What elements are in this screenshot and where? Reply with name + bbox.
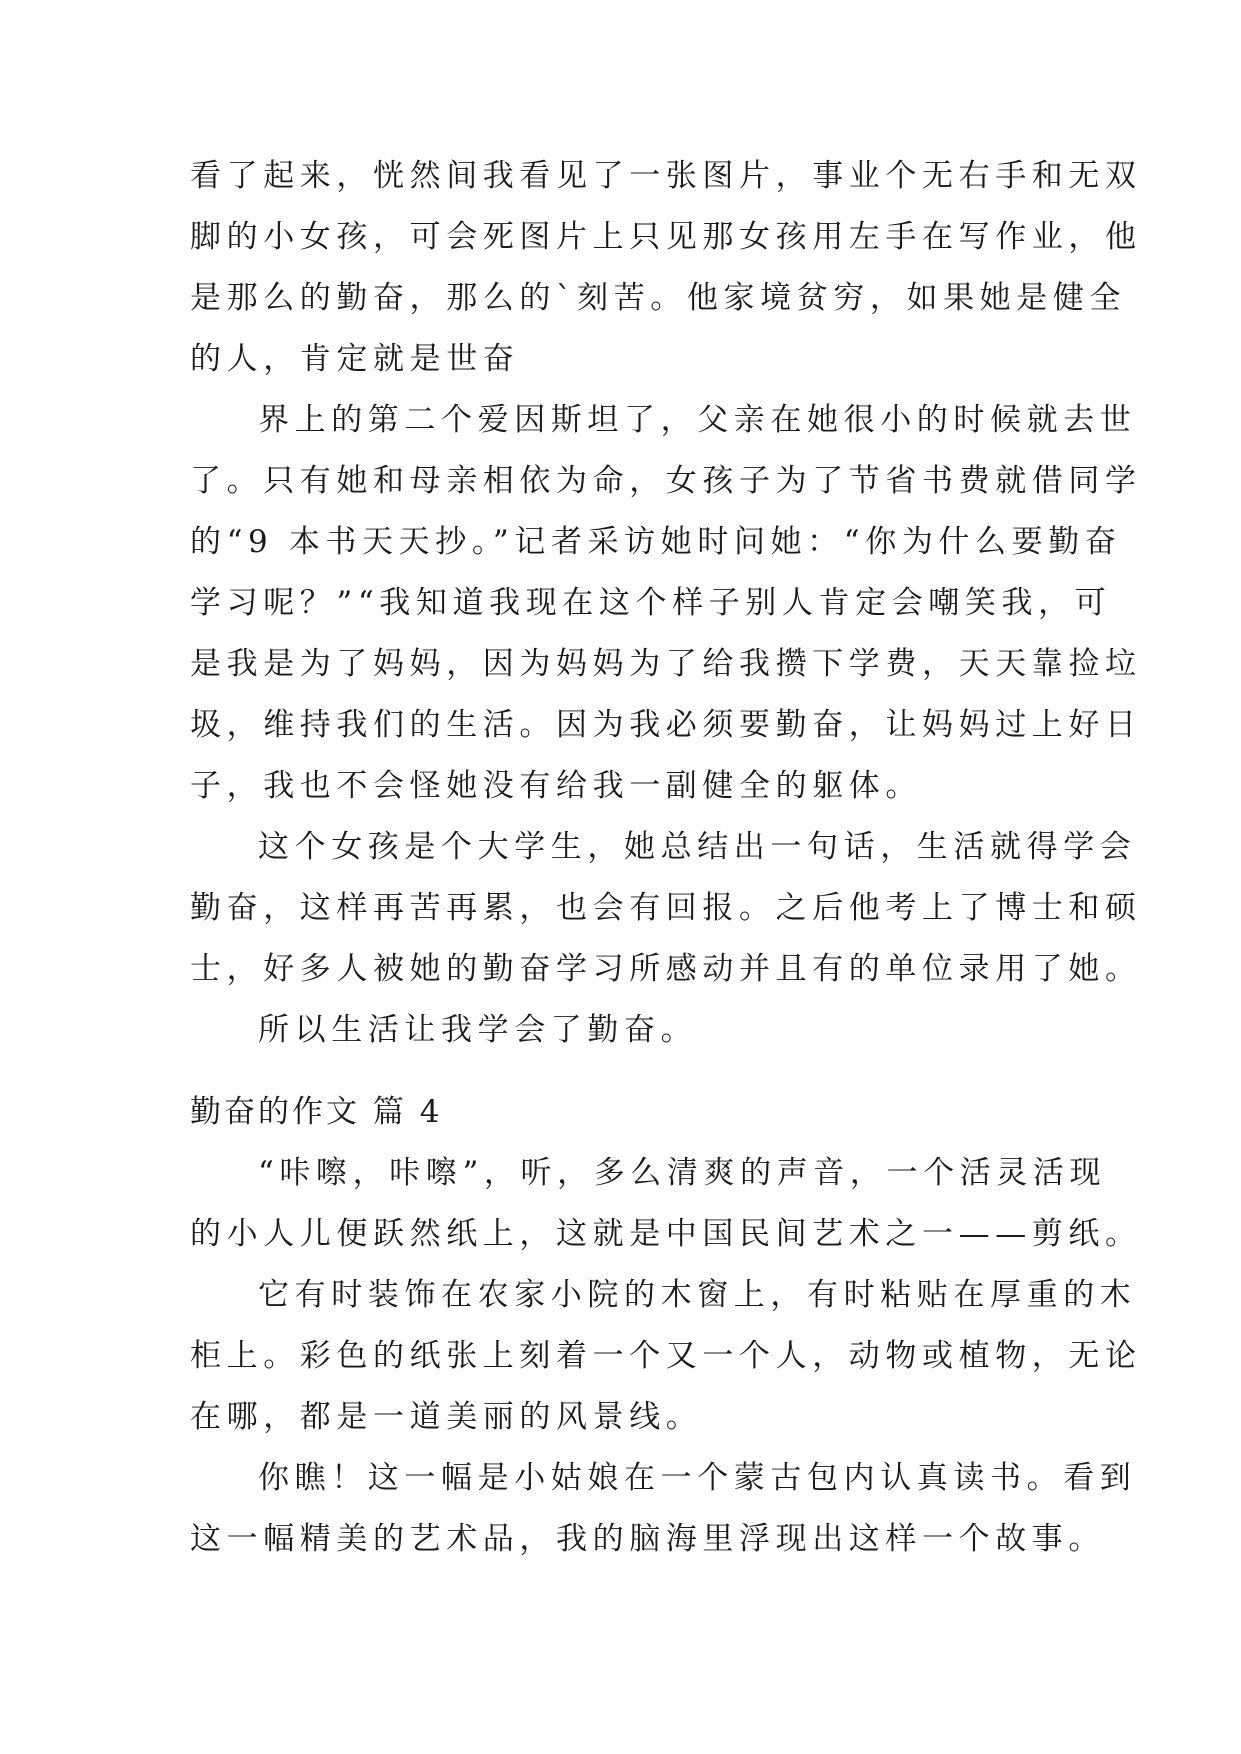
essay-section-4-body xyxy=(190,1143,1142,1570)
text-line: 的小人儿便跃然纸上，这就是中国民间艺术之一——剪纸。 xyxy=(190,1216,1142,1252)
text-line: 在哪，都是一道美丽的风景线。 xyxy=(190,1399,703,1435)
text-line: 是那么的勤奋，那么的`刻苦。他家境贫穷，如果她是健全 xyxy=(190,280,1127,316)
text-line: “咔嚓，咔嚓”，听，多么清爽的声音，一个活灵活现 xyxy=(258,1155,1107,1191)
text-line: 的“9 本书天天抄。”记者采访她时问她：“你为什么要勤奋 xyxy=(190,524,1122,560)
text-line: 圾，维持我们的生活。因为我必须要勤奋，让妈妈过上好日 xyxy=(190,707,1142,743)
text-line: 这一幅精美的艺术品，我的脑海里浮现出这样一个故事。 xyxy=(190,1521,1105,1557)
text-line: 的人，肯定就是世奋 xyxy=(190,341,520,377)
text-line: 它有时装饰在农家小院的木窗上，有时粘贴在厚重的木 xyxy=(258,1277,1137,1313)
text-line: 勤奋，这样再苦再累，也会有回报。之后他考上了博士和硕 xyxy=(190,890,1142,926)
text-line: 所以生活让我学会了勤奋。 xyxy=(258,1012,698,1048)
text-line: 这个女孩是个大学生，她总结出一句话，生活就得学会 xyxy=(258,829,1137,865)
text-line: 看了起来，恍然间我看见了一张图片，事业个无右手和无双 xyxy=(190,158,1142,194)
text-line: 脚的小女孩，可会死图片上只见那女孩用左手在写作业，他 xyxy=(190,219,1142,255)
text-line: 士，好多人被她的勤奋学习所感动并且有的单位录用了她。 xyxy=(190,951,1142,987)
section-heading: 勤奋的作文 篇 4 xyxy=(190,1094,443,1130)
text-line: 是我是为了妈妈，因为妈妈为了给我攒下学费，天天靠捡垃 xyxy=(190,646,1142,682)
text-line: 界上的第二个爱因斯坦了，父亲在她很小的时候就去世 xyxy=(258,402,1137,438)
text-line: 了。只有她和母亲相依为命，女孩子为了节省书费就借同学 xyxy=(190,463,1142,499)
text-line: 柜上。彩色的纸张上刻着一个又一个人，动物或植物，无论 xyxy=(190,1338,1142,1374)
essay-section-3-body xyxy=(190,146,1142,1061)
text-line: 学习呢？”“我知道我现在这个样子别人肯定会嘲笑我，可 xyxy=(190,585,1112,621)
text-line: 你瞧！这一幅是小姑娘在一个蒙古包内认真读书。看到 xyxy=(258,1460,1137,1496)
text-line: 子，我也不会怪她没有给我一副健全的躯体。 xyxy=(190,768,922,804)
